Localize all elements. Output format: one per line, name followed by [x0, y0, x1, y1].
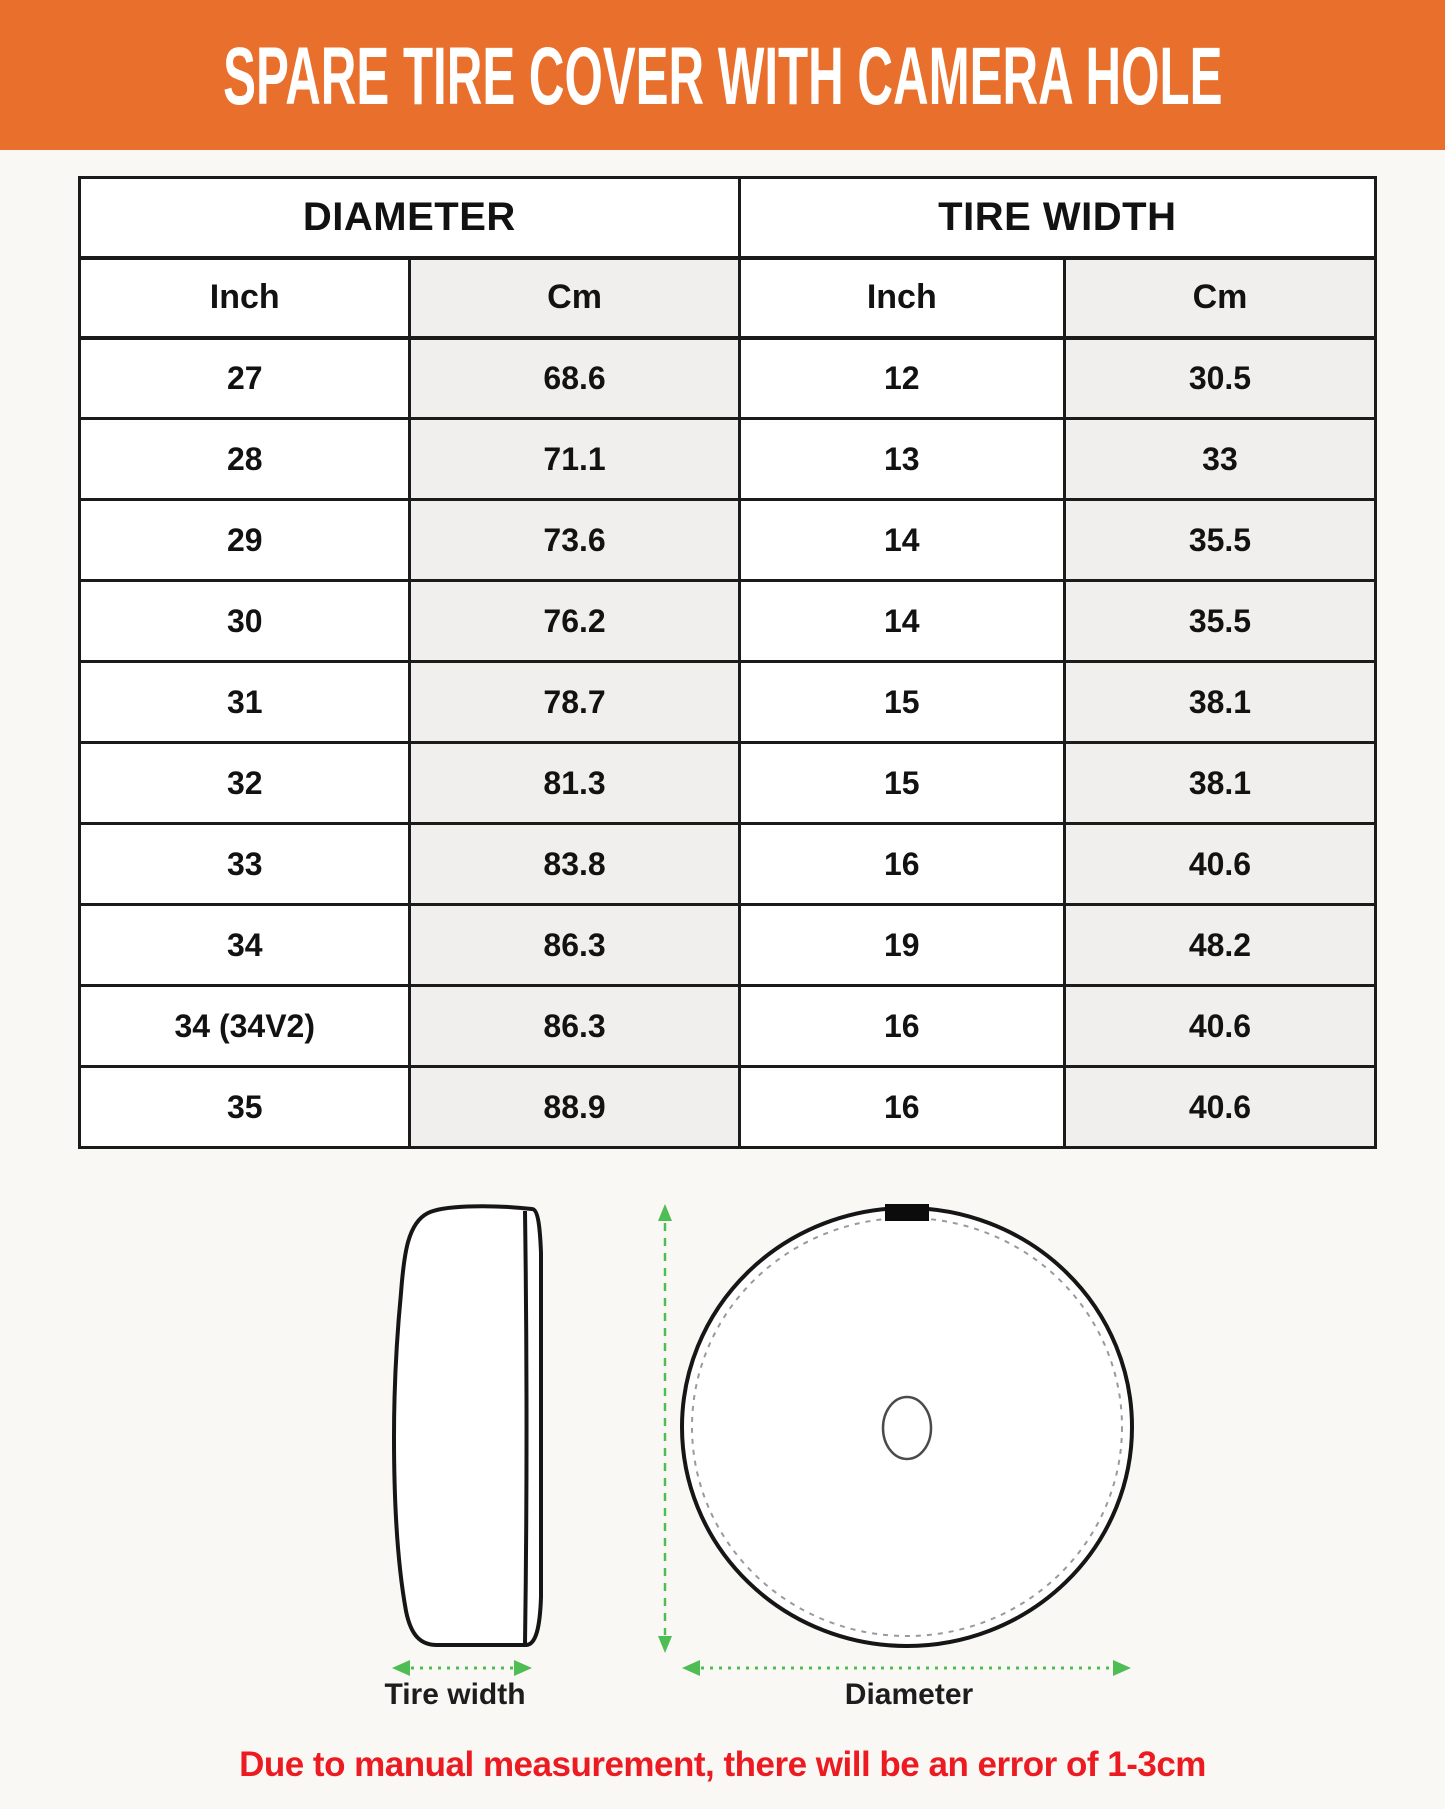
cell-diameter-inch: 28 [80, 419, 410, 500]
cell-width-cm: 48.2 [1064, 905, 1375, 986]
table-row [80, 338, 1376, 419]
size-table-wrap [78, 176, 1377, 1149]
table-row [80, 1067, 1376, 1148]
cell-diameter-cm: 81.3 [410, 743, 739, 824]
cell-diameter-inch: 32 [80, 743, 410, 824]
cell-width-cm: 40.6 [1064, 824, 1375, 905]
cell-width-cm: 38.1 [1064, 743, 1375, 824]
cell-diameter-cm: 71.1 [410, 419, 739, 500]
table-row [80, 500, 1376, 581]
cell-width-inch: 15 [739, 743, 1064, 824]
cell-width-inch: 15 [739, 662, 1064, 743]
cell-width-inch: 19 [739, 905, 1064, 986]
cell-width-cm: 30.5 [1064, 338, 1375, 419]
cell-diameter-inch: 34 (34V2) [80, 986, 410, 1067]
tire-front-view-drawing [682, 1204, 1132, 1646]
cell-diameter-inch: 31 [80, 662, 410, 743]
cell-width-inch: 14 [739, 500, 1064, 581]
subheader-width-cm: Cm [1064, 258, 1375, 338]
cell-width-inch: 16 [739, 986, 1064, 1067]
cell-width-cm: 38.1 [1064, 662, 1375, 743]
cell-diameter-cm: 73.6 [410, 500, 739, 581]
cell-diameter-cm: 78.7 [410, 662, 739, 743]
tire-width-label: Tire width [384, 1678, 526, 1711]
table-subheader-row [80, 258, 1376, 338]
cell-diameter-inch: 27 [80, 338, 410, 419]
diameter-label: Diameter [844, 1678, 974, 1711]
subheader-diameter-inch: Inch [80, 258, 410, 338]
camera-hole [883, 1397, 931, 1459]
cell-width-inch: 16 [739, 824, 1064, 905]
size-table [78, 176, 1377, 1149]
page-title: SPARE TIRE COVER WITH CAMERA HOLE [222, 29, 1223, 121]
tire-width-dimension-arrow [392, 1660, 532, 1676]
cell-diameter-cm: 86.3 [410, 986, 739, 1067]
table-group-header-row [80, 178, 1376, 258]
cell-width-inch: 14 [739, 581, 1064, 662]
cell-diameter-inch: 35 [80, 1067, 410, 1148]
table-row [80, 986, 1376, 1067]
table-row [80, 662, 1376, 743]
cell-diameter-cm: 76.2 [410, 581, 739, 662]
tire-diagram [280, 1195, 1180, 1680]
table-row [80, 743, 1376, 824]
strap-notch [885, 1204, 929, 1221]
title-banner [0, 0, 1445, 150]
cell-diameter-inch: 30 [80, 581, 410, 662]
column-group-diameter: DIAMETER [80, 178, 740, 258]
cell-diameter-cm: 68.6 [410, 338, 739, 419]
cell-width-inch: 16 [739, 1067, 1064, 1148]
cell-width-cm: 35.5 [1064, 500, 1375, 581]
vertical-dimension-arrow [658, 1204, 672, 1653]
diameter-dimension-arrow [682, 1660, 1131, 1676]
table-row [80, 581, 1376, 662]
table-row [80, 419, 1376, 500]
cell-diameter-cm: 86.3 [410, 905, 739, 986]
cell-width-inch: 13 [739, 419, 1064, 500]
cell-diameter-inch: 34 [80, 905, 410, 986]
cell-width-inch: 12 [739, 338, 1064, 419]
table-row [80, 905, 1376, 986]
cell-width-cm: 35.5 [1064, 581, 1375, 662]
cell-width-cm: 40.6 [1064, 986, 1375, 1067]
cell-width-cm: 40.6 [1064, 1067, 1375, 1148]
subheader-width-inch: Inch [739, 258, 1064, 338]
subheader-diameter-cm: Cm [410, 258, 739, 338]
tire-side-view-drawing [394, 1206, 541, 1645]
cell-diameter-cm: 83.8 [410, 824, 739, 905]
cell-diameter-inch: 29 [80, 500, 410, 581]
table-row [80, 824, 1376, 905]
cell-diameter-cm: 88.9 [410, 1067, 739, 1148]
cell-width-cm: 33 [1064, 419, 1375, 500]
cell-diameter-inch: 33 [80, 824, 410, 905]
column-group-tire-width: TIRE WIDTH [739, 178, 1375, 258]
measurement-disclaimer: Due to manual measurement, there will be an error of 1-3cm [239, 1745, 1206, 1784]
